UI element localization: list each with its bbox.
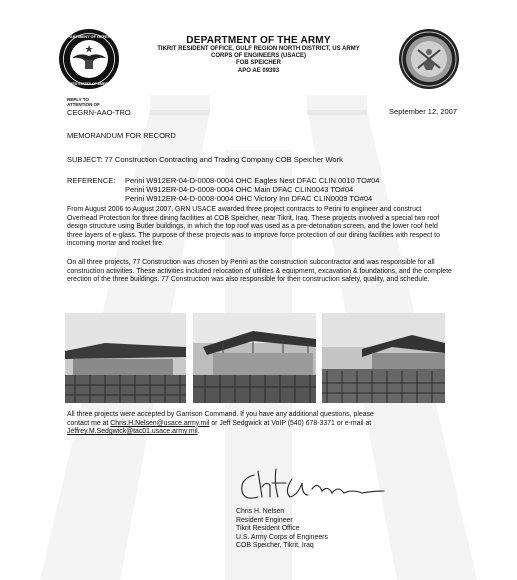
signer-title: Resident Engineer xyxy=(236,516,293,524)
reference-line: Perini W912ER-04-D-0008-0004 OHC Eagles Nest DFAC CLIN 0010 TO#04 xyxy=(125,176,380,185)
closing-line-3 xyxy=(67,428,457,437)
closing-text: contact me at xyxy=(67,419,111,427)
body-paragraph-1: From August 2006 to August 2007, GRN USACE awarded three project contracts to Perini to engineer and construct Overhead Protection for three dining facilities at COB Speicher, near Tikrit, Iraq. These projects involved a special two roof design structure using Butler buildings, in which the top roof was used as a pre-detonation screen, and the lower roof held three layers of e-glass. The purpose of these projects was to improve force protection of our dining facilities with respect to incoming mortar and rocket fire. xyxy=(67,206,440,248)
attention-of-label: ATTENTION OF xyxy=(67,102,100,107)
email-link-nelsen[interactable]: Chris.H.Nelsen@usace.army.mil xyxy=(110,419,210,427)
site-photo-1 xyxy=(65,313,186,403)
closing-text: or Jeff Sedgwick at VoIP (540) 678-3371 or e-mail at xyxy=(209,419,372,427)
corps-line: CORPS OF ENGINEERS (USACE) xyxy=(210,53,306,60)
closing-line-2 xyxy=(67,420,457,429)
signature-block xyxy=(236,508,328,551)
closing-text: . xyxy=(197,428,200,436)
email-link-sedgwick[interactable]: Jeffrey.M.Sedgwick@tac01.usace.army.mil xyxy=(67,428,198,436)
apo-line: APO AE 09393 xyxy=(237,67,280,74)
army-seal xyxy=(398,28,460,90)
reference-line: Perini W912ER-04-D-0008-0004 OHC Main DFAC CLIN0043 TO#04 xyxy=(125,185,354,194)
site-photo-3 xyxy=(322,313,445,403)
body-paragraph-2: On all three projects, 77 Construction was chosen by Perini as the construction subcontractor and was responsible for all construction activities. These activities included relocation of utilities & equipment, excavation & foundations, and the complete erection of the three buildings. 77 Construction was also responsible for their construction safety, quality, and schedule. xyxy=(67,259,452,284)
base-line: FOB SPEICHER xyxy=(235,60,281,67)
department-name: DEPARTMENT OF THE ARMY xyxy=(186,35,331,46)
signer-organization: U.S. Army Corps of Engineers xyxy=(236,533,328,541)
closing-line-1: All three projects were accepted by Garrison Command. If you have any additional questions, please xyxy=(67,411,374,418)
signer-location: COB Speicher, Tikrit, Iraq xyxy=(236,542,314,550)
memo-title: MEMORANDUM FOR RECORD xyxy=(67,131,176,140)
subject-line: SUBJECT: 77 Construction Contracting and Trading Company COB Speicher Work xyxy=(67,155,343,164)
reference-label: REFERENCE: xyxy=(67,176,116,185)
reply-to-block xyxy=(67,97,131,117)
letter-date: September 12, 2007 xyxy=(389,107,457,116)
signer-office: Tikrit Resident Office xyxy=(236,525,300,533)
office-line: TIKRIT RESIDENT OFFICE, GULF REGION NORTH DISTRICT, US ARMY xyxy=(157,46,360,52)
signer-name: Chris H. Nelsen xyxy=(236,508,285,515)
department-of-defense-seal xyxy=(58,28,120,90)
office-symbol: CEGRN-AAO-TRO xyxy=(67,108,131,117)
reference-lines xyxy=(125,176,379,203)
reference-line: Perini W912ER-04-D-0008-0004 OHC Victory Inn DFAC CLIN0009 TO#04 xyxy=(125,194,373,203)
closing-paragraph xyxy=(67,411,457,437)
svg-text:DEPARTMENT OF DEFENSE: DEPARTMENT OF DEFENSE xyxy=(61,34,117,39)
handwritten-signature xyxy=(232,461,392,507)
svg-text:UNITED STATES OF AMERICA: UNITED STATES OF AMERICA xyxy=(64,82,114,86)
site-photo-2 xyxy=(193,313,316,403)
letterhead xyxy=(120,35,397,75)
reply-to-label: REPLY TO xyxy=(67,97,89,102)
